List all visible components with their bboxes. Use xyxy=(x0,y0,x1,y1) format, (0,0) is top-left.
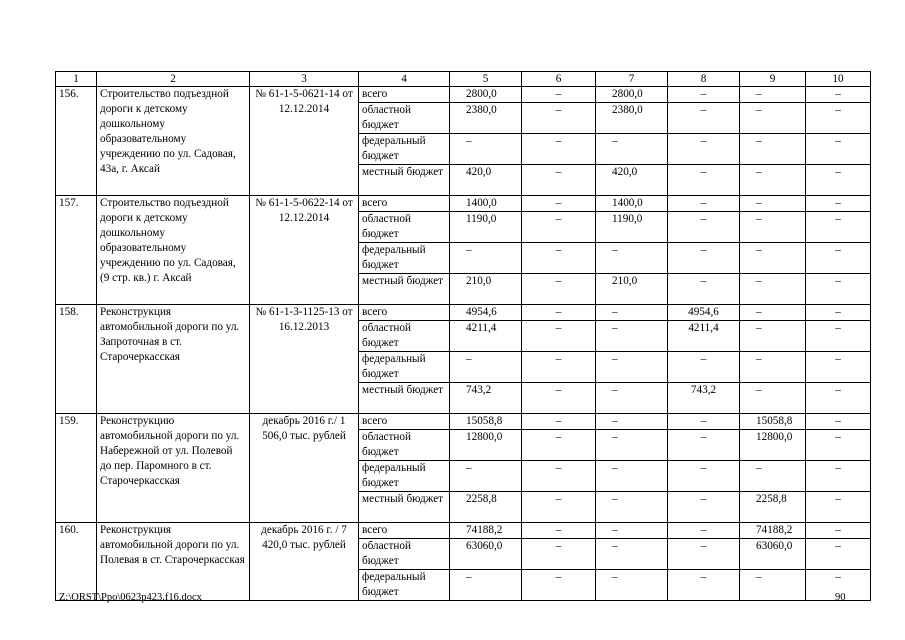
amount-cell: – xyxy=(740,87,806,103)
amount-cell: 63060,0 xyxy=(450,539,522,570)
object-name: Строительство подъездной дороги к детскому дошкольному образовательному учреждению по ул. Садовая, 43а, г. Аксай xyxy=(97,87,250,196)
amount-cell: – xyxy=(522,523,596,539)
funding-source: областной бюджет xyxy=(359,103,450,134)
amount-cell: – xyxy=(668,523,740,539)
amount-cell: – xyxy=(668,165,740,196)
column-number: 4 xyxy=(359,72,450,87)
amount-cell: 74188,2 xyxy=(450,523,522,539)
item-number: 156. xyxy=(56,87,97,196)
funding-source: местный бюджет xyxy=(359,492,450,523)
amount-cell: 743,2 xyxy=(668,383,740,414)
amount-cell: 1400,0 xyxy=(450,196,522,212)
amount-cell: – xyxy=(596,243,668,274)
amount-cell: – xyxy=(668,461,740,492)
amount-cell: – xyxy=(740,383,806,414)
amount-cell: 210,0 xyxy=(450,274,522,305)
document-reference: № 61-1-5-0622-14 от 12.12.2014 xyxy=(250,196,359,305)
amount-cell: – xyxy=(740,352,806,383)
amount-cell: – xyxy=(668,87,740,103)
amount-cell: – xyxy=(596,321,668,352)
amount-cell: – xyxy=(740,134,806,165)
amount-cell: – xyxy=(668,352,740,383)
amount-cell: – xyxy=(806,212,871,243)
funding-source: всего xyxy=(359,87,450,103)
amount-cell: – xyxy=(806,461,871,492)
amount-cell: 743,2 xyxy=(450,383,522,414)
funding-source: областной бюджет xyxy=(359,212,450,243)
object-name: Реконструкция автомобильной дороги по ул. Запроточная в ст. Старочеркасская xyxy=(97,305,250,414)
table-row xyxy=(56,87,871,103)
amount-cell: – xyxy=(522,352,596,383)
amount-cell: 4211,4 xyxy=(668,321,740,352)
funding-source: областной бюджет xyxy=(359,539,450,570)
amount-cell: – xyxy=(522,414,596,430)
amount-cell: – xyxy=(522,539,596,570)
amount-cell: – xyxy=(522,165,596,196)
amount-cell: – xyxy=(522,243,596,274)
amount-cell: – xyxy=(806,430,871,461)
column-number: 2 xyxy=(97,72,250,87)
amount-cell: – xyxy=(596,352,668,383)
amount-cell: – xyxy=(668,570,740,601)
budget-table xyxy=(55,71,871,601)
file-path: Z:\ORST\Ppo\0623p423.f16.docx xyxy=(59,592,202,603)
amount-cell: – xyxy=(806,523,871,539)
table-row xyxy=(56,196,871,212)
amount-cell: – xyxy=(522,87,596,103)
amount-cell: 4954,6 xyxy=(450,305,522,321)
amount-cell: – xyxy=(450,352,522,383)
amount-cell: – xyxy=(522,570,596,601)
amount-cell: – xyxy=(806,243,871,274)
amount-cell: – xyxy=(740,196,806,212)
amount-cell: – xyxy=(668,414,740,430)
amount-cell: – xyxy=(806,352,871,383)
amount-cell: – xyxy=(740,212,806,243)
amount-cell: – xyxy=(522,383,596,414)
amount-cell: – xyxy=(596,461,668,492)
amount-cell: – xyxy=(806,165,871,196)
object-name: Реконструкция автомобильной дороги по ул. Полевая в ст. Старочеркасская xyxy=(97,523,250,601)
amount-cell: – xyxy=(806,321,871,352)
item-number: 159. xyxy=(56,414,97,523)
amount-cell: – xyxy=(668,134,740,165)
item-number: 157. xyxy=(56,196,97,305)
amount-cell: – xyxy=(596,430,668,461)
funding-source: всего xyxy=(359,523,450,539)
amount-cell: 12800,0 xyxy=(740,430,806,461)
document-reference: декабрь 2016 г. / 7 420,0 тыс. рублей xyxy=(250,523,359,601)
document-reference: декабрь 2016 г./ 1 506,0 тыс. рублей xyxy=(250,414,359,523)
amount-cell: – xyxy=(806,87,871,103)
amount-cell: 74188,2 xyxy=(740,523,806,539)
funding-source: всего xyxy=(359,305,450,321)
amount-cell: – xyxy=(522,196,596,212)
funding-source: федеральный бюджет xyxy=(359,134,450,165)
funding-source: федеральный бюджет xyxy=(359,570,450,601)
amount-cell: 420,0 xyxy=(450,165,522,196)
funding-source: местный бюджет xyxy=(359,165,450,196)
table-body xyxy=(56,72,871,601)
amount-cell: – xyxy=(450,134,522,165)
amount-cell: – xyxy=(806,274,871,305)
amount-cell: 210,0 xyxy=(596,274,668,305)
amount-cell: – xyxy=(740,274,806,305)
amount-cell: – xyxy=(522,103,596,134)
amount-cell: 420,0 xyxy=(596,165,668,196)
amount-cell: 1400,0 xyxy=(596,196,668,212)
amount-cell: – xyxy=(522,461,596,492)
amount-cell: 2380,0 xyxy=(450,103,522,134)
amount-cell: – xyxy=(522,134,596,165)
amount-cell: 15058,8 xyxy=(450,414,522,430)
document-reference: № 61-1-5-0621-14 от 12.12.2014 xyxy=(250,87,359,196)
amount-cell: 2800,0 xyxy=(450,87,522,103)
amount-cell: – xyxy=(668,539,740,570)
document-reference: № 61-1-3-1125-13 от 16.12.2013 xyxy=(250,305,359,414)
amount-cell: – xyxy=(522,274,596,305)
amount-cell: – xyxy=(806,414,871,430)
amount-cell: – xyxy=(668,196,740,212)
amount-cell: – xyxy=(740,243,806,274)
amount-cell: – xyxy=(668,274,740,305)
amount-cell: – xyxy=(668,430,740,461)
amount-cell: 4954,6 xyxy=(668,305,740,321)
amount-cell: – xyxy=(450,461,522,492)
object-name: Реконструкцию автомобильной дороги по ул. Набережной от ул. Полевой до пер. Паромного в ст. Старочеркасская xyxy=(97,414,250,523)
amount-cell: – xyxy=(596,414,668,430)
amount-cell: – xyxy=(596,570,668,601)
amount-cell: 2258,8 xyxy=(450,492,522,523)
funding-source: областной бюджет xyxy=(359,430,450,461)
amount-cell: – xyxy=(740,305,806,321)
amount-cell: – xyxy=(596,539,668,570)
amount-cell: – xyxy=(596,383,668,414)
amount-cell: 15058,8 xyxy=(740,414,806,430)
funding-source: местный бюджет xyxy=(359,383,450,414)
column-number: 10 xyxy=(806,72,871,87)
funding-source: федеральный бюджет xyxy=(359,243,450,274)
amount-cell: – xyxy=(596,523,668,539)
amount-cell: – xyxy=(740,570,806,601)
amount-cell: 1190,0 xyxy=(596,212,668,243)
amount-cell: – xyxy=(596,492,668,523)
column-number: 3 xyxy=(250,72,359,87)
funding-source: всего xyxy=(359,414,450,430)
column-number: 6 xyxy=(522,72,596,87)
amount-cell: – xyxy=(740,103,806,134)
amount-cell: 2258,8 xyxy=(740,492,806,523)
amount-cell: – xyxy=(522,430,596,461)
table-row xyxy=(56,523,871,539)
amount-cell: – xyxy=(740,461,806,492)
table-row xyxy=(56,305,871,321)
amount-cell: – xyxy=(806,134,871,165)
table-row xyxy=(56,414,871,430)
column-number: 8 xyxy=(668,72,740,87)
funding-source: федеральный бюджет xyxy=(359,352,450,383)
amount-cell: – xyxy=(668,243,740,274)
amount-cell: – xyxy=(668,103,740,134)
amount-cell: – xyxy=(740,165,806,196)
funding-source: всего xyxy=(359,196,450,212)
amount-cell: – xyxy=(522,492,596,523)
funding-source: федеральный бюджет xyxy=(359,461,450,492)
column-number: 5 xyxy=(450,72,522,87)
amount-cell: – xyxy=(806,539,871,570)
item-number: 158. xyxy=(56,305,97,414)
amount-cell: – xyxy=(522,212,596,243)
amount-cell: – xyxy=(522,305,596,321)
amount-cell: 4211,4 xyxy=(450,321,522,352)
amount-cell: – xyxy=(668,212,740,243)
column-number-row xyxy=(56,72,871,87)
amount-cell: – xyxy=(806,383,871,414)
amount-cell: – xyxy=(806,305,871,321)
amount-cell: – xyxy=(806,492,871,523)
funding-source: местный бюджет xyxy=(359,274,450,305)
object-name: Строительство подъездной дороги к детскому дошкольному образовательному учреждению по ул. Садовая, (9 стр. кв.) г. Аксай xyxy=(97,196,250,305)
column-number: 7 xyxy=(596,72,668,87)
amount-cell: 2380,0 xyxy=(596,103,668,134)
column-number: 1 xyxy=(56,72,97,87)
amount-cell: 63060,0 xyxy=(740,539,806,570)
amount-cell: – xyxy=(596,134,668,165)
amount-cell: – xyxy=(450,570,522,601)
amount-cell: 12800,0 xyxy=(450,430,522,461)
amount-cell: – xyxy=(806,570,871,601)
column-number: 9 xyxy=(740,72,806,87)
amount-cell: – xyxy=(522,321,596,352)
amount-cell: – xyxy=(806,103,871,134)
funding-source: областной бюджет xyxy=(359,321,450,352)
page-number: 90 xyxy=(835,592,846,603)
amount-cell: 2800,0 xyxy=(596,87,668,103)
amount-cell: – xyxy=(740,321,806,352)
amount-cell: – xyxy=(450,243,522,274)
amount-cell: – xyxy=(596,305,668,321)
amount-cell: 1190,0 xyxy=(450,212,522,243)
item-number: 160. xyxy=(56,523,97,601)
amount-cell: – xyxy=(806,196,871,212)
amount-cell: – xyxy=(668,492,740,523)
